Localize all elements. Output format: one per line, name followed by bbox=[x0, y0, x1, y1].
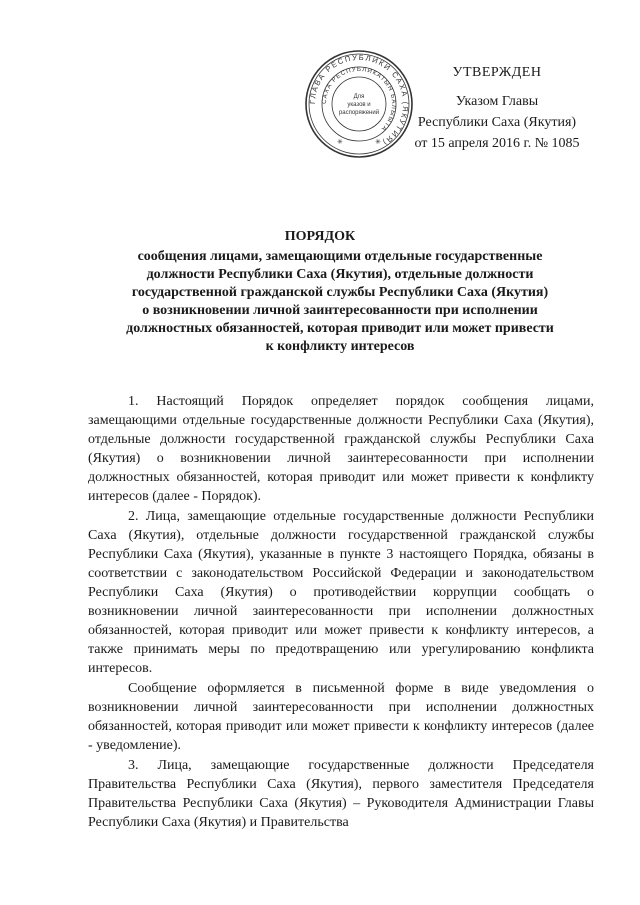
approval-line-1: Указом Главы bbox=[455, 94, 539, 109]
paragraph-4: 3. Лица, замещающие государственные должности Председателя Правительства Республики Саха (Якутия), первого заместителя Председателя Правительства Республики Саха (Якутия) – Руководителя Администрации Главы Республики Саха (Якутия) и Правительства bbox=[88, 758, 594, 830]
approval-line-2: Республики Саха (Якутия) bbox=[417, 115, 577, 130]
subtitle-line: государственной гражданской службы Республики Саха (Якутия) bbox=[131, 285, 549, 300]
approval-block bbox=[402, 62, 592, 154]
subtitle-line: должностных обязанностей, которая приводит или может привести bbox=[126, 321, 554, 336]
paragraph-2: 2. Лица, замещающие отдельные государственные должности Республики Саха (Якутия), отдельные должности государственной гражданской службы Республики Саха (Якутия), указанные в пункте 3 настоящего Порядка, обязаны в соответствии с законодательством Российской Федерации и законодательством Республики Саха (Якутия) о противодействии коррупции сообщать о возникновении личной заинтересованности при исполнении должностных обязанностей, которая приводит или может привести к конфликту интересов, а также принимать меры по предотвращению или урегулированию конфликта интересов. bbox=[88, 509, 594, 676]
seal-outer-text: ГЛАВА РЕСПУБЛИКИ САХА (ЯКУТИЯ) bbox=[307, 52, 411, 148]
paragraph-3: Сообщение оформляется в письменной форме в виде уведомления о возникновении личной заинтересованности при исполнении должностных обязанностей, которая приводит или может привести к конфликту интересов (далее - уведомление). bbox=[88, 681, 594, 753]
subtitle-line: к конфликту интересов bbox=[265, 339, 415, 354]
subtitle-line: должности Республики Саха (Якутия), отдельные должности bbox=[146, 267, 534, 282]
subtitle-line: о возникновении личной заинтересованности при исполнении bbox=[142, 303, 538, 318]
seal-center-line2: указов и bbox=[347, 102, 371, 108]
approval-heading: УТВЕРЖДЕН bbox=[452, 65, 542, 80]
seal-icon bbox=[303, 48, 415, 160]
seal-inner-text: САХА РЕСПУБЛИКАТЫН БАЛЫЫТА bbox=[320, 65, 398, 133]
subtitle-line: сообщения лицами, замещающими отдельные государственные bbox=[137, 249, 543, 264]
document-title: ПОРЯДОК bbox=[284, 229, 356, 244]
paragraph-1: 1. Настоящий Порядок определяет порядок сообщения лицами, замещающими отдельные государственные должности Республики Саха (Якутия), отдельные должности государственной гражданской службы Республики Саха (Якутия) о возникновении личной заинтересованности при исполнении должностных обязанностей, которая приводит или может привести к конфликту интересов (далее - Порядок). bbox=[88, 394, 594, 504]
approval-line-3: от 15 апреля 2016 г. № 1085 bbox=[414, 136, 580, 151]
svg-text:✳: ✳ bbox=[337, 138, 343, 146]
svg-text:✳: ✳ bbox=[375, 138, 381, 146]
seal-center-line3: распоряжений bbox=[338, 110, 380, 116]
official-seal bbox=[303, 48, 415, 160]
seal-center-line1: Для bbox=[353, 94, 365, 100]
document-subtitle bbox=[90, 248, 590, 356]
document-body bbox=[88, 392, 594, 833]
